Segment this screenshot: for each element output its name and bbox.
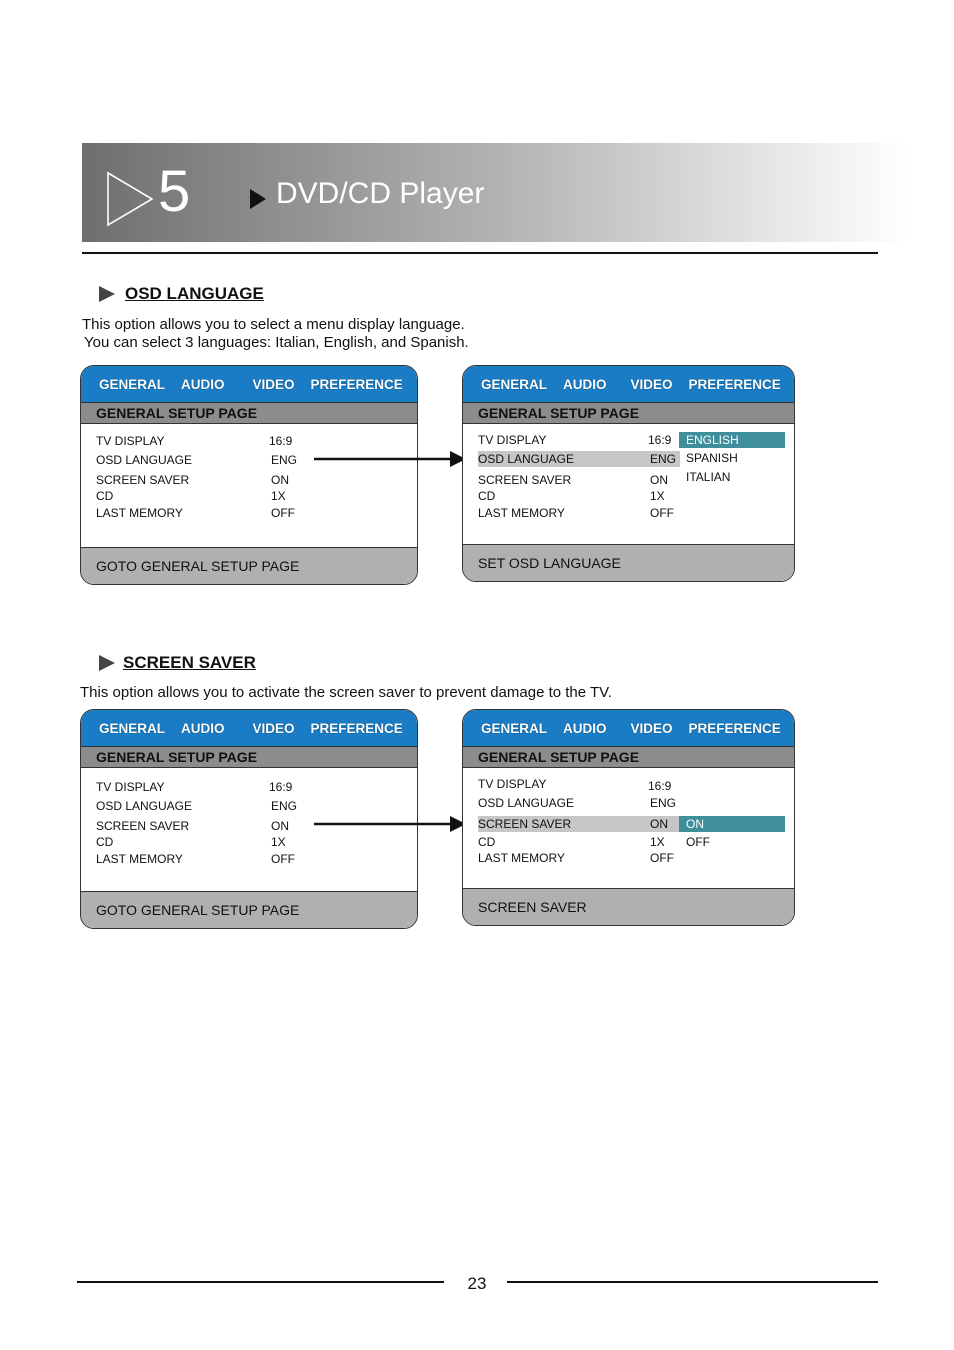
setting-row-last-memory[interactable] — [81, 505, 417, 521]
setting-value: ON — [650, 817, 668, 831]
setting-label: LAST MEMORY — [96, 852, 183, 866]
setting-label: OSD LANGUAGE — [96, 799, 193, 813]
chapter-title: DVD/CD Player — [276, 177, 485, 210]
osd-description-line1: This option allows you to select a menu display language. — [82, 316, 465, 333]
option-off[interactable]: OFF — [686, 835, 710, 849]
tab-video[interactable]: VIDEO — [252, 720, 295, 736]
tab-video[interactable]: VIDEO — [252, 376, 295, 392]
setting-label: OSD LANGUAGE — [478, 796, 575, 810]
setting-row-tv-display[interactable] — [81, 433, 417, 449]
setting-label: LAST MEMORY — [96, 506, 183, 520]
setting-value: ON — [271, 473, 289, 487]
tab-preference[interactable]: PREFERENCE — [310, 720, 403, 736]
footer-rule-left — [77, 1281, 444, 1283]
option-spanish[interactable]: SPANISH — [686, 451, 738, 465]
setting-row-cd[interactable] — [463, 488, 794, 504]
setting-label: SCREEN SAVER — [96, 473, 190, 487]
setting-label: CD — [96, 489, 114, 503]
setting-value: 1X — [650, 489, 665, 503]
setting-row-last-memory[interactable] — [81, 851, 417, 867]
transition-arrow-icon — [314, 815, 468, 833]
page-header: GENERAL SETUP PAGE — [81, 746, 417, 768]
setting-row-cd[interactable] — [81, 488, 417, 504]
setting-row-last-memory[interactable] — [463, 850, 794, 866]
option-on[interactable]: ON — [679, 816, 785, 832]
panel-footer: GOTO GENERAL SETUP PAGE — [81, 547, 417, 584]
setting-value: ENG — [271, 799, 298, 813]
setting-label: CD — [478, 489, 496, 503]
osd-heading-text: OSD LANGUAGE — [125, 284, 264, 303]
setting-row-osd-language[interactable] — [81, 798, 417, 814]
setting-value: OFF — [650, 851, 674, 865]
menu-tab-bar — [463, 710, 794, 746]
tab-audio[interactable]: AUDIO — [563, 376, 607, 392]
tab-audio[interactable]: AUDIO — [563, 720, 607, 736]
chapter-banner — [82, 143, 910, 242]
play-outline-icon — [106, 171, 154, 227]
footer-rule-right — [507, 1281, 878, 1283]
setting-label: TV DISPLAY — [96, 780, 165, 794]
setting-label: CD — [96, 835, 114, 849]
setting-label: SCREEN SAVER — [478, 473, 572, 487]
tab-preference[interactable]: PREFERENCE — [688, 376, 781, 392]
setting-label: OSD LANGUAGE — [96, 453, 193, 467]
menu-tab-bar — [463, 366, 794, 402]
tab-general[interactable]: GENERAL — [481, 376, 548, 392]
setting-row-screen-saver[interactable] — [81, 472, 417, 488]
tab-audio[interactable]: AUDIO — [181, 376, 225, 392]
setting-row-osd-language[interactable] — [463, 795, 794, 811]
tab-video[interactable]: VIDEO — [630, 720, 673, 736]
setting-value: ENG — [650, 452, 677, 466]
osd-section-heading — [99, 284, 264, 304]
setting-value: ON — [650, 473, 668, 487]
option-italian[interactable]: ITALIAN — [686, 470, 731, 484]
setting-value: 1X — [271, 489, 286, 503]
menu-tab-bar — [81, 710, 417, 746]
chapter-number: 5 — [158, 159, 191, 224]
setting-value: OFF — [271, 506, 295, 520]
setting-row-last-memory[interactable] — [463, 505, 794, 521]
panel-footer: SCREEN SAVER — [463, 888, 794, 925]
setting-label: CD — [478, 835, 496, 849]
setting-label: SCREEN SAVER — [478, 817, 572, 831]
setting-label: LAST MEMORY — [478, 506, 565, 520]
setting-value: 1X — [650, 835, 665, 849]
setting-value: 16:9 — [269, 434, 293, 448]
tab-preference[interactable]: PREFERENCE — [310, 376, 403, 392]
setting-row-tv-display[interactable] — [463, 776, 794, 792]
tab-general[interactable]: GENERAL — [99, 720, 166, 736]
section-bullet-icon — [99, 286, 115, 302]
setting-row-cd[interactable] — [81, 834, 417, 850]
setting-value: OFF — [271, 852, 295, 866]
option-english[interactable]: ENGLISH — [679, 432, 785, 448]
play-triangle-icon — [250, 189, 266, 209]
page-header: GENERAL SETUP PAGE — [463, 746, 794, 768]
setting-value: ENG — [271, 453, 298, 467]
setting-label: SCREEN SAVER — [96, 819, 190, 833]
osd-menu-panel-before — [80, 365, 418, 585]
tab-preference[interactable]: PREFERENCE — [688, 720, 781, 736]
page-header: GENERAL SETUP PAGE — [463, 402, 794, 424]
setting-label: TV DISPLAY — [478, 433, 547, 447]
menu-tab-bar — [81, 366, 417, 402]
screensaver-section-heading — [99, 653, 256, 673]
setting-label: LAST MEMORY — [478, 851, 565, 865]
tab-audio[interactable]: AUDIO — [181, 720, 225, 736]
section-bullet-icon — [99, 655, 115, 671]
panel-footer: GOTO GENERAL SETUP PAGE — [81, 891, 417, 928]
setting-label: OSD LANGUAGE — [478, 452, 575, 466]
setting-value: ON — [271, 819, 289, 833]
screensaver-heading-text: SCREEN SAVER — [123, 653, 256, 672]
setting-value: 16:9 — [269, 780, 293, 794]
tab-general[interactable]: GENERAL — [99, 376, 166, 392]
transition-arrow-icon — [314, 450, 468, 468]
tab-video[interactable]: VIDEO — [630, 376, 673, 392]
banner-divider — [82, 252, 878, 254]
setting-row-tv-display[interactable] — [81, 779, 417, 795]
setting-value: 1X — [271, 835, 286, 849]
setting-label: TV DISPLAY — [96, 434, 165, 448]
panel-footer: SET OSD LANGUAGE — [463, 544, 794, 581]
screensaver-menu-panel-after — [462, 709, 795, 926]
page-number: 23 — [467, 1274, 487, 1293]
setting-value: 16:9 — [648, 779, 672, 793]
osd-menu-panel-after — [462, 365, 795, 582]
osd-description-line2: You can select 3 languages: Italian, English, and Spanish. — [84, 334, 469, 351]
screensaver-description: This option allows you to activate the screen saver to prevent damage to the TV. — [80, 684, 612, 701]
setting-label: TV DISPLAY — [478, 777, 547, 791]
setting-value: 16:9 — [648, 433, 672, 447]
setting-value: OFF — [650, 506, 674, 520]
page-header: GENERAL SETUP PAGE — [81, 402, 417, 424]
setting-value: ENG — [650, 796, 677, 810]
tab-general[interactable]: GENERAL — [481, 720, 548, 736]
